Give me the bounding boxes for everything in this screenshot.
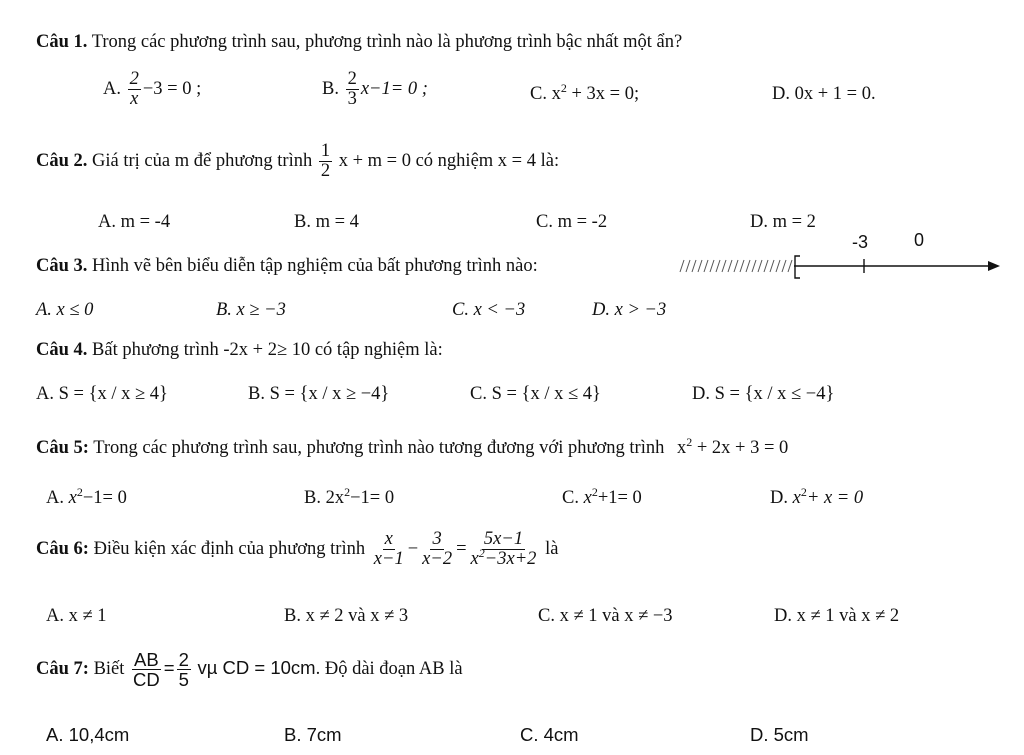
q4-option-d: D. S = {x / x ≤ −4} — [692, 384, 835, 404]
q5-option-a-prefix: A. — [46, 488, 64, 508]
question-6-fraction-1 — [372, 530, 406, 570]
number-line-label-0: 0 — [914, 230, 925, 250]
fraction-numerator: 2 — [129, 69, 139, 89]
question-7-tail: . Độ dài đoạn AB là — [315, 659, 463, 680]
number-line-label-minus-3: -3 — [852, 232, 869, 252]
question-1-text: Trong các phương trình sau, phương trình nào là phương trình bậc nhất một ẩn? — [91, 32, 683, 52]
denominator-base: x — [470, 549, 479, 570]
q1-option-a-fraction — [128, 70, 141, 110]
q7-option-b: B. 7cm — [284, 724, 342, 745]
q4-option-a: A. S = {x / x ≥ 4} — [36, 384, 168, 404]
fraction-denominator: 2 — [320, 161, 331, 182]
fraction-numerator: 5x−1 — [483, 529, 524, 549]
q1-option-a-prefix: A. — [103, 79, 121, 100]
question-7-fraction-2-5 — [177, 650, 191, 690]
question-4-label: Câu 4. — [36, 340, 88, 360]
q5-option-a-exponent: 2 — [76, 484, 83, 499]
number-line-bracket — [795, 256, 800, 278]
q1-option-c — [530, 80, 640, 105]
q7-option-c: C. 4cm — [520, 724, 579, 745]
q5-option-c-exponent: 2 — [591, 484, 598, 499]
question-5-label: Câu 5: — [36, 438, 89, 458]
q6-option-c: C. x ≠ 1 và x ≠ −3 — [538, 606, 673, 626]
question-7 — [36, 650, 463, 690]
q3-option-d: D. x > −3 — [592, 300, 667, 320]
question-3-label: Câu 3. — [36, 256, 88, 276]
q1-option-b-prefix: B. — [322, 79, 339, 100]
fraction-denominator — [469, 546, 539, 570]
question-7-fraction-ab-cd — [131, 650, 162, 690]
question-6-label: Câu 6: — [36, 539, 89, 560]
question-7-text: Biết — [93, 659, 125, 680]
equals-sign: = — [456, 539, 467, 560]
fraction-numerator: 2 — [347, 69, 357, 89]
q3-option-b: B. x ≥ −3 — [216, 300, 286, 320]
q3-option-c: C. x < −3 — [452, 300, 526, 320]
q1-option-d: D. 0x + 1 = 0. — [772, 84, 876, 104]
q5-option-d-rest: + x = 0 — [806, 488, 864, 508]
q5-option-c — [562, 484, 642, 509]
q1-option-a-rest: −3 = 0 ; — [142, 79, 202, 100]
question-1 — [36, 32, 682, 53]
fraction-numerator: AB — [134, 649, 159, 670]
q5-option-a-base: x — [68, 488, 77, 508]
question-7-given: vµ CD = 10cm — [197, 657, 316, 679]
question-7-label: Câu 7: — [36, 659, 89, 680]
q6-option-d: D. x ≠ 1 và x ≠ 2 — [774, 606, 900, 626]
q5-option-b-base: 2x — [325, 488, 345, 508]
question-3 — [36, 256, 538, 277]
q1-option-b-fraction — [346, 70, 359, 110]
question-4 — [36, 340, 443, 361]
question-2 — [36, 142, 559, 182]
fraction-denominator: 5 — [178, 669, 189, 691]
question-5-equation — [676, 434, 789, 458]
q2-option-b: B. m = 4 — [294, 212, 359, 232]
q3-option-a: A. x ≤ 0 — [36, 300, 94, 320]
equals-sign: = — [163, 657, 175, 679]
denominator-rest: −3x+2 — [484, 549, 537, 570]
q5-option-d — [770, 484, 864, 509]
equation-rest: + 2x + 3 = 0 — [696, 438, 789, 458]
q5-option-d-base: x — [792, 488, 801, 508]
question-2-label: Câu 2. — [36, 151, 88, 172]
q1-option-b — [322, 70, 428, 110]
question-6-fraction-3 — [469, 530, 539, 570]
number-line-hatching — [680, 260, 792, 272]
denominator-exponent: 2 — [478, 546, 485, 561]
q5-option-c-base: x — [583, 488, 592, 508]
q1-option-a — [103, 70, 201, 110]
q5-option-d-prefix: D. — [770, 488, 788, 508]
q1-option-c-prefix: C. — [530, 84, 547, 104]
q7-option-a: A. 10,4cm — [46, 724, 130, 745]
q5-option-a-rest: −1= 0 — [82, 488, 127, 508]
fraction-numerator: 1 — [320, 141, 331, 161]
fraction-denominator: x−2 — [422, 549, 453, 570]
question-3-text: Hình vẽ bên biểu diễn tập nghiệm của bất phương trình nào: — [92, 256, 538, 276]
fraction-numerator: 3 — [432, 529, 442, 549]
q4-option-b: B. S = {x / x ≥ −4} — [248, 384, 390, 404]
number-line-arrow-icon — [988, 261, 1000, 271]
q5-option-b-prefix: B. — [304, 488, 321, 508]
equation-exponent: 2 — [686, 434, 693, 449]
question-1-label: Câu 1. — [36, 32, 88, 52]
q5-option-a — [46, 484, 127, 509]
q4-option-c: C. S = {x / x ≤ 4} — [470, 384, 601, 404]
question-2-rest: x + m = 0 có nghiệm x = 4 là: — [338, 151, 560, 172]
question-6-tail: là — [545, 539, 559, 560]
q5-option-b-exponent: 2 — [344, 484, 351, 499]
fraction-denominator: CD — [133, 669, 160, 691]
q2-option-d: D. m = 2 — [750, 212, 816, 232]
question-2-text: Giá trị của m để phương trình — [92, 151, 313, 172]
fraction-denominator: x — [130, 89, 139, 110]
minus-sign: − — [407, 539, 419, 560]
q1-option-c-base: x — [551, 84, 561, 104]
q5-option-b — [304, 484, 395, 509]
q2-option-a: A. m = -4 — [98, 212, 171, 232]
fraction-denominator: 3 — [347, 89, 357, 110]
q6-option-b: B. x ≠ 2 và x ≠ 3 — [284, 606, 409, 626]
question-6-text: Điều kiện xác định của phương trình — [93, 539, 366, 560]
fraction-numerator: x — [384, 529, 393, 549]
q5-option-c-rest: +1= 0 — [597, 488, 642, 508]
question-2-fraction — [319, 142, 332, 182]
fraction-denominator: x−1 — [373, 549, 404, 570]
q6-option-a: A. x ≠ 1 — [46, 606, 107, 626]
q1-option-c-rest: + 3x = 0; — [571, 84, 640, 104]
number-line — [676, 226, 1006, 282]
question-5 — [36, 434, 789, 459]
q5-option-d-exponent: 2 — [800, 484, 807, 499]
equation-base: x — [676, 438, 687, 458]
fraction-numerator: 2 — [178, 649, 189, 670]
question-6 — [36, 530, 558, 570]
q1-option-b-rest: x−1= 0 ; — [360, 79, 428, 100]
question-6-fraction-2 — [420, 530, 454, 570]
q7-option-d: D. 5cm — [750, 724, 809, 745]
q1-option-c-exponent: 2 — [560, 80, 567, 95]
q5-option-c-prefix: C. — [562, 488, 579, 508]
question-5-text: Trong các phương trình sau, phương trình nào tương đương với phương trình — [93, 438, 665, 458]
q2-option-c: C. m = -2 — [536, 212, 608, 232]
question-4-text: Bất phương trình -2x + 2≥ 10 có tập nghiệm là: — [92, 340, 443, 360]
q5-option-b-rest: −1= 0 — [350, 488, 395, 508]
